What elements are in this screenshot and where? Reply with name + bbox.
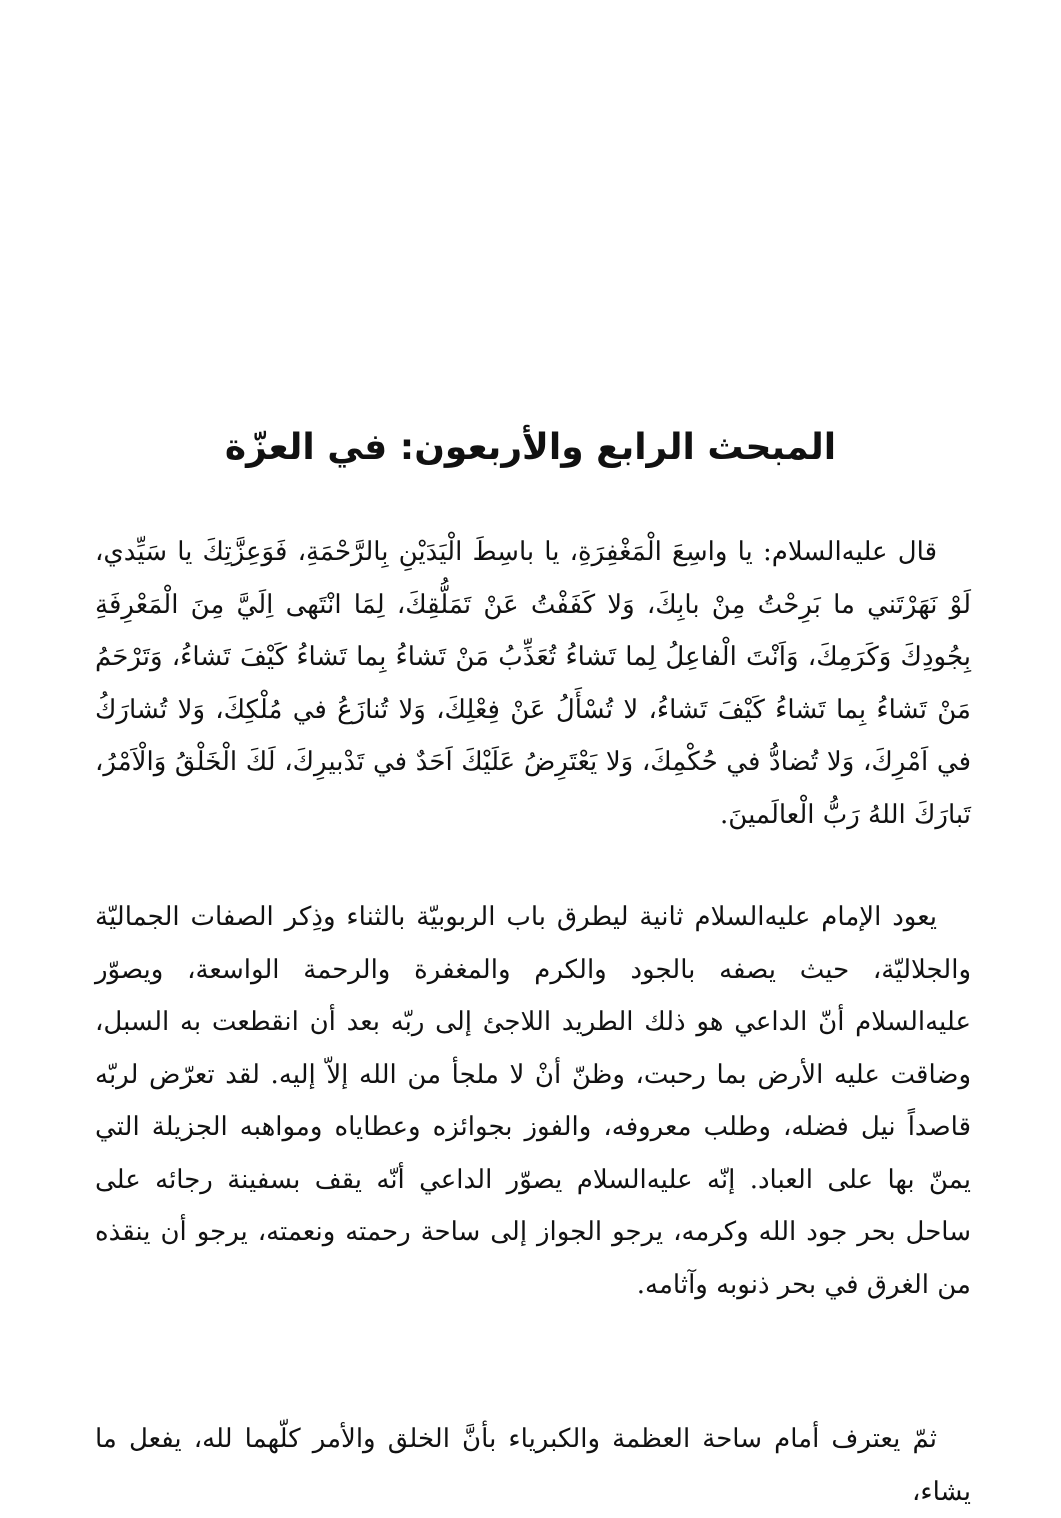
continuation-paragraph: ثمّ يعترف أمام ساحة العظمة والكبرياء بأنَّ الخلق والأمر كلّهما لله، يفعل ما يشاء، <box>95 1424 971 1507</box>
chapter-heading: المبحث الرابع والأربعون: في العزّة <box>224 427 837 468</box>
commentary-paragraph: يعود الإمام عليه‌السلام ثانية ليطرق باب الربوبيّة بالثناء وذِكر الصفات الجماليّة والجلاليّة، حيث يصفه بالجود والكرم والمغفرة والرحمة الواسعة، ويصوّر عليه‌السلام أنّ الداعي هو ذلك الطريد اللاجئ إلى ربّه بعد أن انقطعت به السبل، وضاقت عليه الأرض بما رحبت، وظنّ أنْ لا ملجأ من الله إلاّ إليه. لقد تعرّض لربّه قاصداً نيل فضله، وطلب معروفه، والفوز بجوائزه وعطاياه ومواهبه الجزيلة التي يمنّ بها على العباد. إنّه عليه‌السلام يصوّر الداعي أنّه يقف بسفينة رجائه على ساحل بحر جود الله وكرمه، يرجو الجواز إلى ساحة رحمته ونعمته، يرجو أن ينقذه من الغرق في بحر ذنوبه وآثامه. <box>95 902 971 1300</box>
supplication-quote-paragraph: قال عليه‌السلام: يا واسِعَ الْمَغْفِرَةِ، يا باسِطَ الْيَدَيْنِ بِالرَّحْمَةِ، فَوَعِزَّتِكَ يا سَيِّدي، لَوْ نَهَرْتَني ما بَرِحْتُ مِنْ بابِكَ، وَلا كَفَفْتُ عَنْ تَمَلُّقِكَ، لِمَا انْتَهى اِلَيَّ مِنَ الْمَعْرِفَةِ بِجُودِكَ وَكَرَمِكَ، وَاَنْتَ الْفاعِلُ لِما تَشاءُ تُعَذِّبُ مَنْ تَشاءُ بِما تَشاءُ كَيْفَ تَشاءُ، وَتَرْحَمُ مَنْ تَشاءُ بِما تَشاءُ كَيْفَ تَشاءُ، لا تُسْأَلُ عَنْ فِعْلِكَ، وَلا تُنازَعُ في مُلْكِكَ، وَلا تُشارَكُ في اَمْرِكَ، وَلا تُضادُّ في حُكْمِكَ، وَلا يَعْتَرِضُ عَلَيْكَ اَحَدٌ في تَدْبيرِكَ، لَكَ الْخَلْقُ وَالْاَمْرُ، تَبارَكَ اللهُ رَبُّ الْعالَمينَ. <box>95 537 971 830</box>
